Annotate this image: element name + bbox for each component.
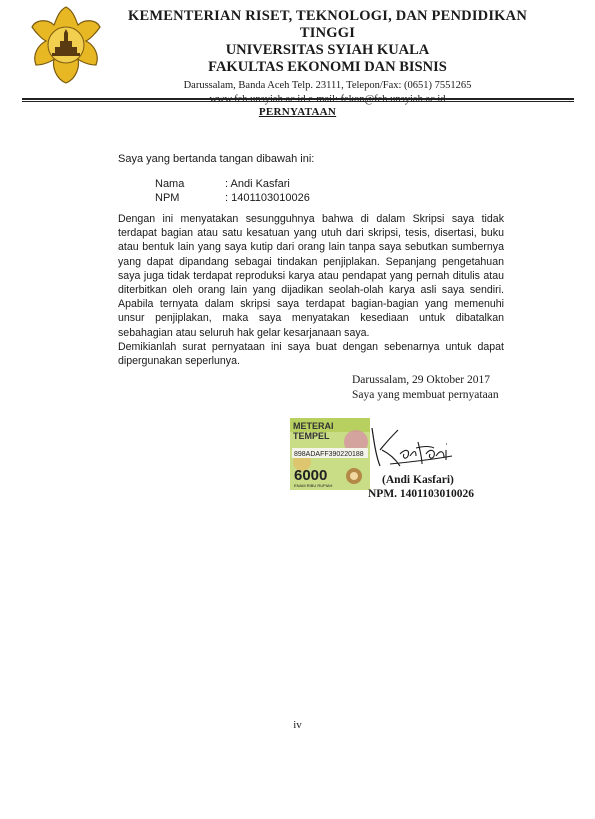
ministry-name: KEMENTERIAN RISET, TEKNOLOGI, DAN PENDIDIKAN TINGGI: [127, 8, 528, 41]
place-date: Darussalam, 29 Oktober 2017: [352, 374, 490, 386]
faculty-address: Darussalam, Banda Aceh Telp. 23111, Telepon/Fax: (0651) 7551265: [183, 80, 472, 91]
statement-paragraph-1: Dengan ini menyatakan sesungguhnya bahwa di dalam Skripsi saya tidak terdapat bagian atau satu kesatuan yang utuh dari skripsi, tesis, disertasi, buku atau bentuk lain yang saya kutip dari orang lain tanpa saya sebutkan sumbernya yang dapat dipandang sebagai tindakan penjiplakan. Sepanjang pengetahuan saya juga tidak terdapat reproduksi karya atau pendapat yang pernah ditulis atau diterbitkan oleh orang lain yang dijadikan seolah-olah karya asli saya sendiri. Apabila ternyata dalam skripsi saya terdapat bagian-bagian yang memenuhi unsur penjiplakan, maka saya menyatakan kesediaan untuk dibatalkan sebahagian atau seluruh hak gelar kesarjanaan saya.: [118, 213, 504, 339]
header-rule-thin: [22, 101, 574, 102]
faculty-name: FAKULTAS EKONOMI DAN BISNIS: [208, 59, 447, 75]
stamp-text-2: TEMPEL: [293, 431, 330, 441]
revenue-stamp: [290, 418, 370, 490]
statement-body: [118, 212, 504, 368]
statement-paragraph-2: Demikianlah surat pernyataan ini saya buat dengan sebenarnya untuk dapat dipergunakan seperlunya.: [118, 340, 504, 368]
signer-role: Saya yang membuat pernyataan: [352, 389, 499, 401]
stamp-sub: ENAM RIBU RUPIAH: [294, 483, 333, 488]
university-name: UNIVERSITAS SYIAH KUALA: [225, 42, 430, 58]
page-number: iv: [293, 719, 302, 731]
signer-npm: NPM. 1401103010026: [368, 488, 475, 500]
field-npm: [155, 191, 310, 205]
field-npm-label: NPM: [155, 192, 180, 204]
header-rule-thick: [22, 98, 574, 100]
signer-name: (Andi Kasfari): [382, 474, 454, 486]
identity-fields: [155, 177, 310, 205]
letterhead: [100, 8, 555, 107]
university-logo: [30, 3, 102, 85]
field-npm-value: : 1401103010026: [225, 192, 310, 204]
faculty-contact: [100, 93, 555, 107]
stamp-serial: 898ADAFF390220188: [294, 451, 364, 458]
document-title: PERNYATAAN: [258, 106, 337, 118]
stamp-text-1: METERAI: [293, 421, 334, 431]
field-name-value: : Andi Kasfari: [225, 178, 290, 190]
handwritten-signature: [360, 420, 460, 480]
field-name-label: Nama: [155, 178, 185, 190]
stamp-value: 6000: [294, 467, 328, 484]
field-name: [155, 177, 310, 191]
intro-text: Saya yang bertanda tangan dibawah ini:: [118, 153, 315, 165]
